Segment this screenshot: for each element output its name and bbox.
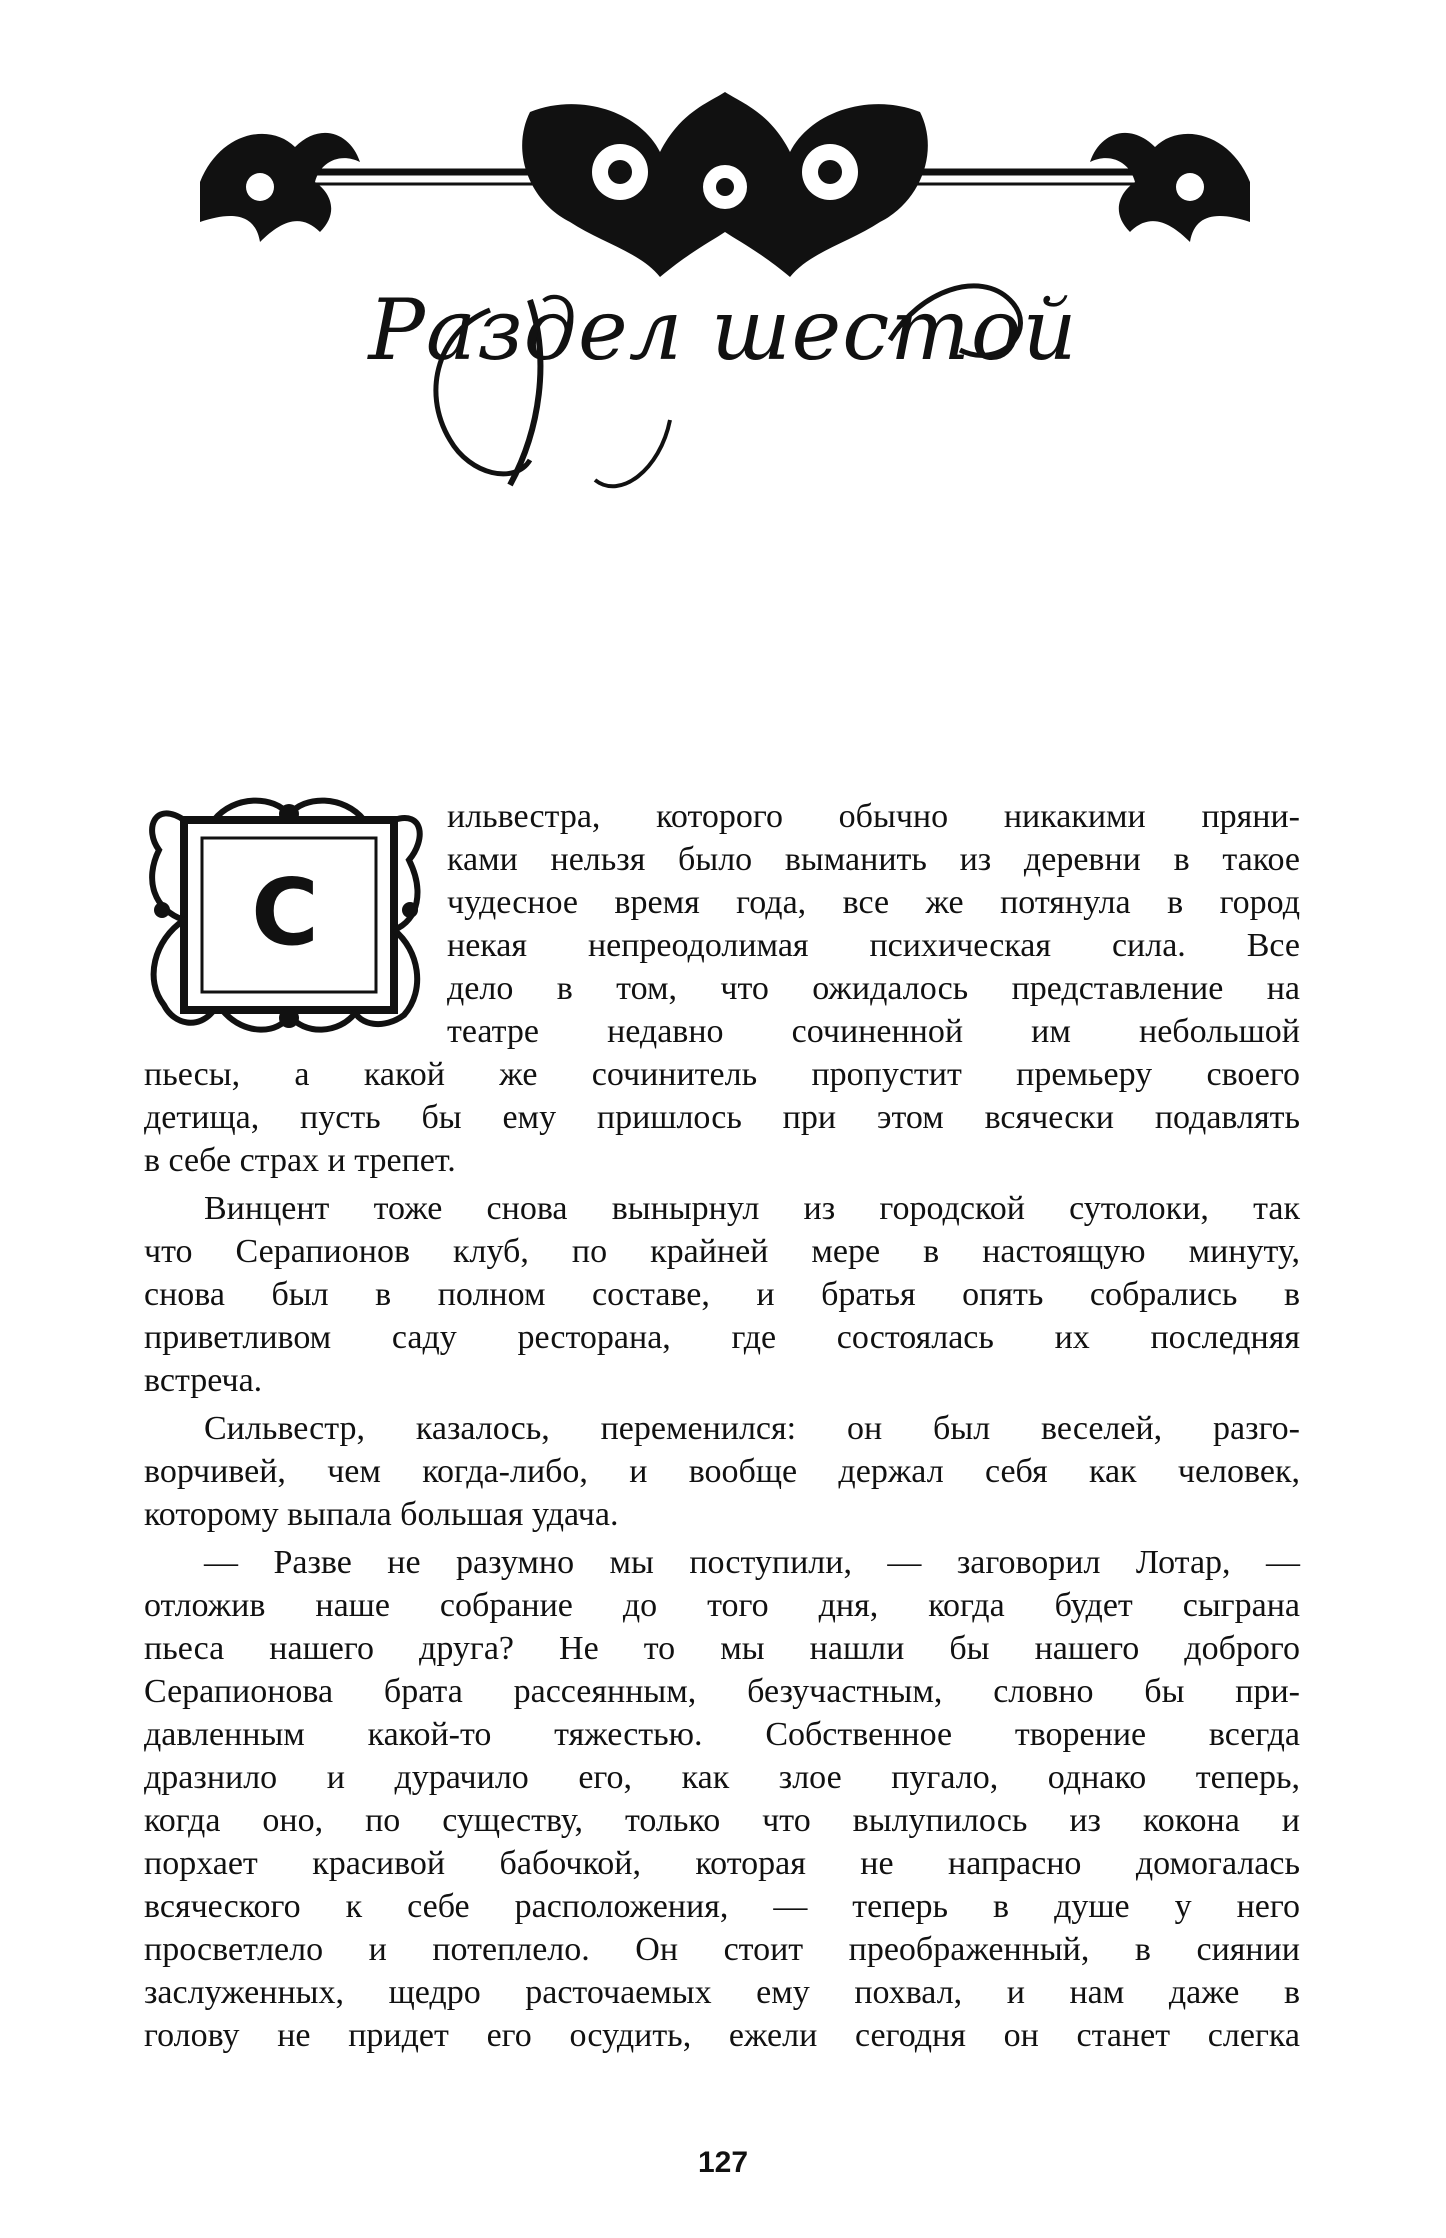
text-line: дело в том, что ожидалось представление на: [447, 970, 1300, 1007]
text-line: ками нельзя было выманить из деревни в такое: [447, 841, 1300, 878]
text-line: заслуженных, щедро расточаемых ему похвал, и нам даже в: [144, 1974, 1300, 2011]
text-line: Винцент тоже снова вынырнул из городской сутолоки, так: [204, 1190, 1300, 1227]
text-line: ворчивей, чем когда-либо, и вообще держал себя как человек,: [144, 1453, 1300, 1490]
text-line: Серапионова брата рассеянным, безучастным, словно бы при-: [144, 1673, 1300, 1710]
text-line: детища, пусть бы ему пришлось при этом всячески подавлять: [144, 1099, 1300, 1136]
drop-cap-letter: С: [251, 859, 319, 966]
text-line: Сильвестр, казалось, переменился: он был веселей, разго-: [204, 1410, 1300, 1447]
text-line: дразнило и дурачило его, как злое пугало, однако теперь,: [144, 1759, 1300, 1796]
text-line: — Разве не разумно мы поступили, — заговорил Лотар, —: [204, 1544, 1300, 1581]
text-line: просветлело и потеплело. Он стоит преображенный, в сиянии: [144, 1931, 1300, 1968]
text-line: голову не придет его осудить, ежели сегодня он станет слегка: [144, 2017, 1300, 2054]
text-line: всяческого к себе расположения, — теперь в душе у него: [144, 1888, 1300, 1925]
text-line: пьесы, а какой же сочинитель пропустит премьеру своего: [144, 1056, 1300, 1093]
text-line: встреча.: [144, 1362, 263, 1399]
text-line: приветливом саду ресторана, где состоялась их последняя: [144, 1319, 1300, 1356]
text-line: пьеса нашего друга? Не то мы нашли бы нашего доброго: [144, 1630, 1300, 1667]
text-line: что Серапионов клуб, по крайней мере в настоящую минуту,: [144, 1233, 1300, 1270]
floral-ornament-header: [200, 92, 1250, 282]
text-line: снова был в полном составе, и братья опять собрались в: [144, 1276, 1300, 1313]
text-line: ильвестра, которого обычно никакими пряни-: [447, 798, 1300, 835]
text-line: когда оно, по существу, только что вылупилось из кокона и: [144, 1802, 1300, 1839]
text-line: театре недавно сочиненной им небольшой: [447, 1013, 1300, 1050]
text-line: порхает красивой бабочкой, которая не напрасно домогалась: [144, 1845, 1300, 1882]
text-line: в себе страх и трепет.: [144, 1142, 456, 1179]
text-line: некая непреодолимая психическая сила. Все: [447, 927, 1300, 964]
text-line: которому выпала большая удача.: [144, 1496, 619, 1533]
text-line: отложив наше собрание до того дня, когда будет сыграна: [144, 1587, 1300, 1624]
text-line: давленным какой-то тяжестью. Собственное творение всегда: [144, 1716, 1300, 1753]
page-number: 127: [697, 2146, 749, 2179]
text-line: чудесное время года, все же потянула в город: [447, 884, 1300, 921]
chapter-title: Раздел шестой: [368, 281, 1078, 379]
